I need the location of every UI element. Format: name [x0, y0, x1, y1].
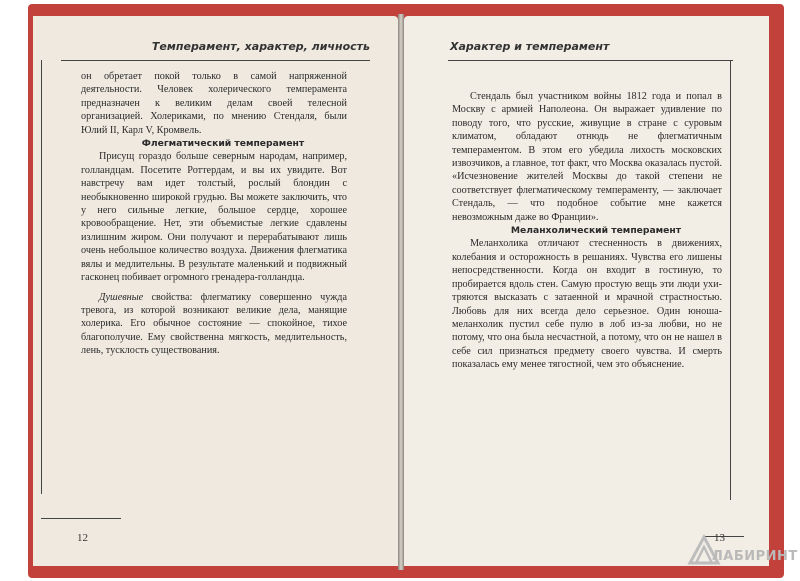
right-page-number: 13	[714, 532, 725, 544]
left-page	[33, 16, 398, 566]
logo-wordmark: ЛАБИРИНТ	[712, 549, 798, 564]
left-header-rule	[61, 60, 370, 61]
right-page	[404, 16, 769, 566]
labyrinth-logo	[684, 527, 798, 571]
right-header-rule	[448, 60, 733, 61]
left-subheading: Флегматический темперамент	[141, 138, 305, 150]
right-body-text	[452, 90, 722, 372]
left-page-number: 12	[77, 532, 88, 544]
left-paragraph-1: он обретает покой только в самой напряженной деятельности. Человек холерического темперамента предназначен к великим делам своей телесной организацией. Холериками, по мнению Стендаля, были Юлий II, Карл V, Кромвель.	[81, 71, 347, 136]
right-paragraph-1: Стендаль был участником войны 1812 года и попал в Москву с армией Наполеона. Он выражает удивление по поводу того, что русские, живущие в стране с суровым климатом, обладают отнюдь не флегматичным темпераментом. В этом его убедила лихость московских извозчиков, а главное, тот факт, что Москва оказалась пустой. «Исчезновение жителей Москвы до такой степени не соответствует флегматическому темпераменту, — заключает Стендаль, — что подобное событие мне кажется невозможным даже во Франции».	[452, 91, 722, 223]
right-paragraph-2: Меланхолика отличают стесненность в движениях, колебания и осторожность в решаниях. Чувства его лишены непосредственности. Когда он входит в гостиную, то пробирается вдоль стен. Самую простую вещь эти люди ухитряются высказать с затаенной и мрачной страстностью. Любовь для них всегда дело серьезное. Один юноша-меланхолик пустил себе пулю в лоб из-за любви, но не потому, что она была несчастной, а потому, что он не нашел в себе сил признаться предмету своего чувства. И смерть показалась ему менее тягостной, чем это объяснение.	[452, 238, 722, 371]
left-paragraph-2: Присущ гораздо больше северным народам, например, голландцам. Посетите Роттердам, и вы их увидите. Вот навстречу вам идет толстый, рослый блондин с необыкновенно широкой грудью. Вы можете заключить, что у него сильные легкие, большое сердце, хорошее кровообращение. Нет, эти объемистые легкие сдавлены излишним жиром. Они получают и перерабатывают лишь очень небольшое количество воздуха. Движения флегматика вялы и медлительны. В результате маленький и подвижный гасконец побивает огромного гренадера-голландца.	[81, 151, 347, 284]
left-running-header: Темперамент, характер, личность	[151, 40, 370, 53]
left-footer-rule	[41, 518, 121, 519]
right-running-header: Характер и темперамент	[450, 40, 610, 53]
left-paragraph-3	[81, 291, 347, 358]
left-paragraph-3-lead: Душевные	[99, 291, 144, 303]
left-paragraph-3-body: свойства: флегматику совершенно чужда тревога, из которой возникают великие дела, манящие холерика. Его обычное состояние — спокойное, тихое благополучие. Ему свойственна мягкость, медлительность, лень, тусклость существования.	[81, 291, 348, 357]
left-body-text	[81, 70, 347, 358]
left-margin-rule	[41, 60, 42, 494]
right-subheading: Меланхолический темперамент	[510, 225, 682, 237]
right-margin-rule	[730, 60, 731, 500]
